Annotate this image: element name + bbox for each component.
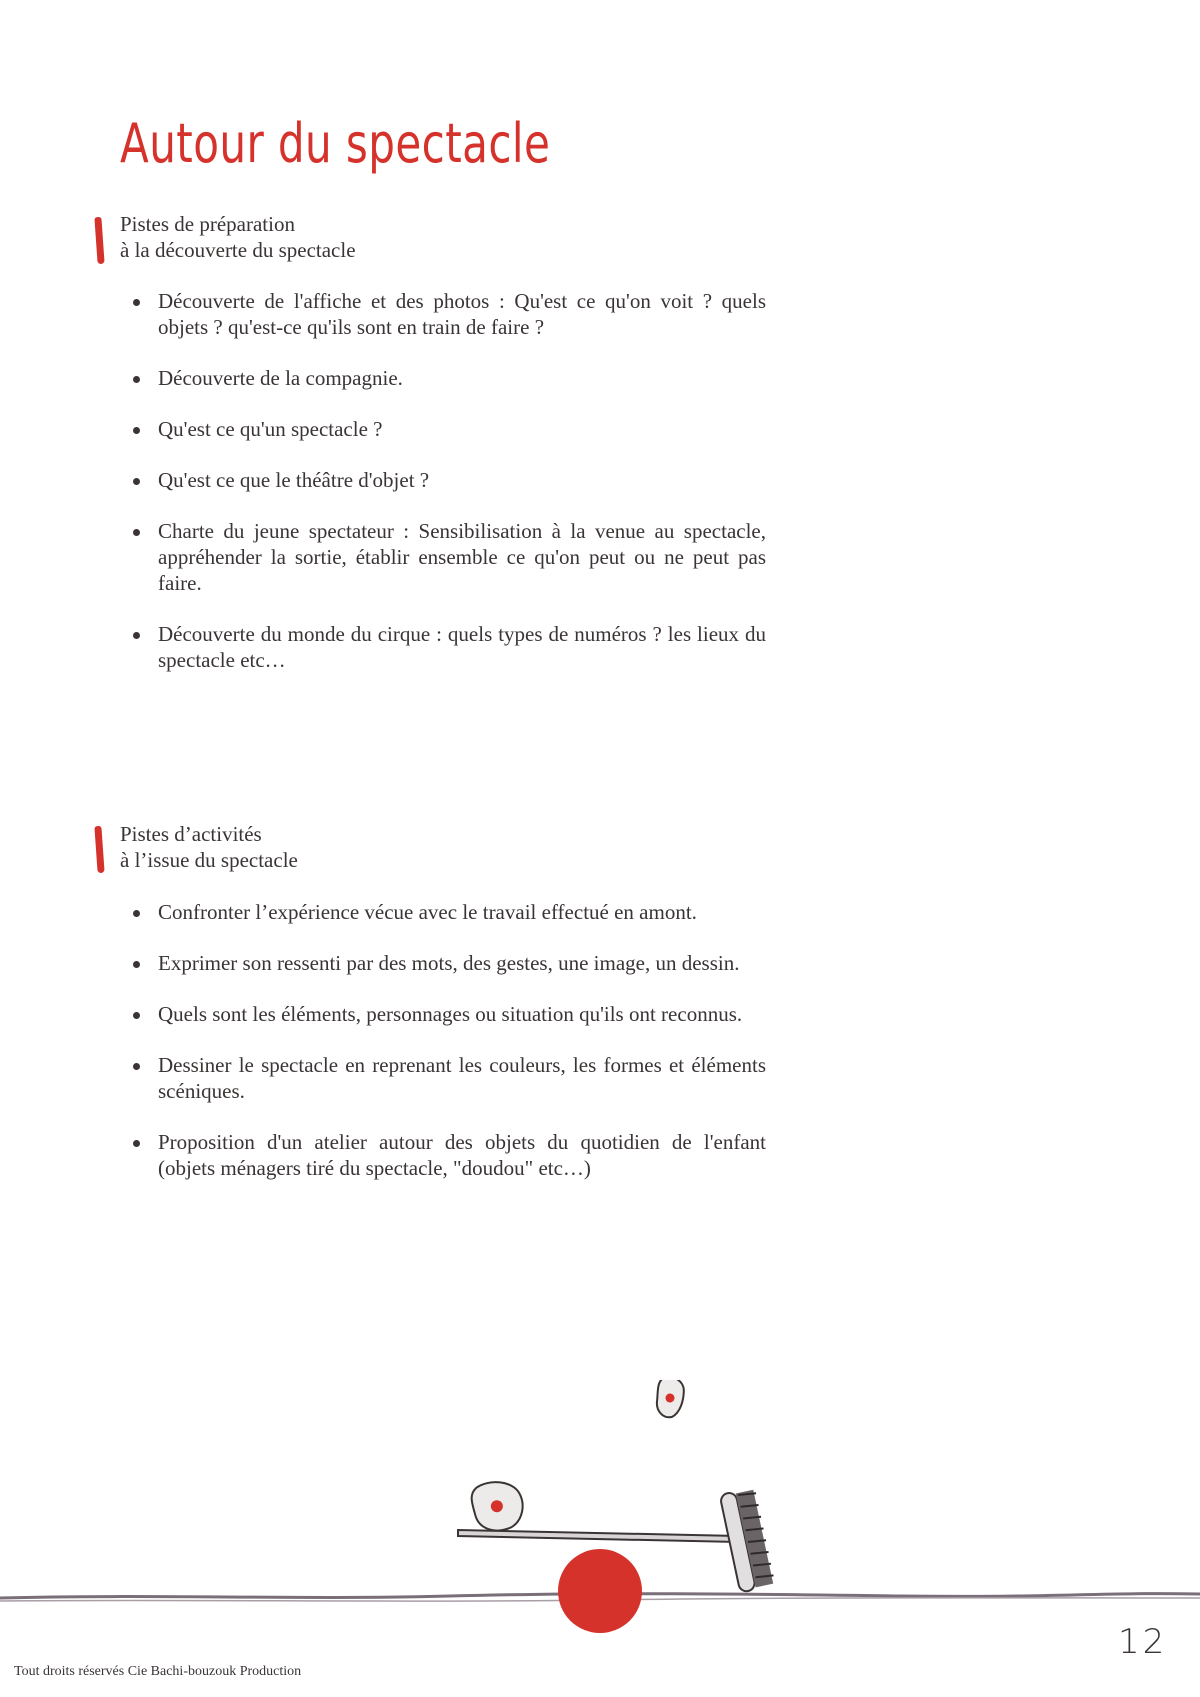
- list-item: [130, 621, 766, 673]
- bullet-icon: [133, 478, 140, 485]
- list-item: [130, 899, 766, 925]
- bullet-icon: [133, 427, 140, 434]
- bullet-icon: [133, 376, 140, 383]
- sponge-icon: [471, 1480, 525, 1532]
- list-item-text: Dessiner le spectacle en reprenant les couleurs, les formes et éléments scéniques.: [158, 1053, 766, 1103]
- bullet-icon: [133, 910, 140, 917]
- seesaw-plank: [458, 1530, 738, 1542]
- bullet-icon: [133, 1063, 140, 1070]
- list-item-text: Exprimer son ressenti par des mots, des gestes, une image, un dessin.: [158, 951, 740, 975]
- section-heading-line: à l’issue du spectacle: [120, 848, 298, 872]
- list-item: [130, 1129, 766, 1181]
- page-number: 12: [1118, 1622, 1168, 1662]
- list-item: [130, 1001, 766, 1027]
- list-item: [130, 518, 766, 596]
- section-heading-line: Pistes de préparation: [120, 212, 295, 236]
- list-item-text: Confronter l’expérience vécue avec le travail effectué en amont.: [158, 900, 697, 924]
- bullet-icon: [133, 632, 140, 639]
- list-item: [130, 467, 766, 493]
- activities-list: [130, 899, 766, 1206]
- list-item-text: Proposition d'un atelier autour des objets du quotidien de l'enfant (objets ménagers tiré du spectacle, "doudou" etc…): [158, 1130, 766, 1180]
- section-marker: [94, 217, 104, 264]
- section-heading-activities: [120, 821, 298, 873]
- list-item-text: Charte du jeune spectateur : Sensibilisation à la venue au spectacle, appréhender la sortie, établir ensemble ce qu'on peut ou ne peut pas faire.: [158, 519, 766, 595]
- section-marker: [94, 826, 104, 873]
- bullet-icon: [133, 961, 140, 968]
- section-heading-preparation: [120, 211, 356, 263]
- list-item-text: Découverte de la compagnie.: [158, 366, 403, 390]
- preparation-list: [130, 288, 766, 698]
- list-item: [130, 365, 766, 391]
- list-item: [130, 1052, 766, 1104]
- list-item-text: Qu'est ce qu'un spectacle ?: [158, 417, 383, 441]
- bullet-icon: [133, 529, 140, 536]
- list-item-text: Qu'est ce que le théâtre d'objet ?: [158, 468, 430, 492]
- page-title: Autour du spectacle: [120, 112, 551, 175]
- section-heading-line: à la découverte du spectacle: [120, 238, 356, 262]
- list-item: [130, 288, 766, 340]
- bullet-icon: [133, 299, 140, 306]
- list-item: [130, 416, 766, 442]
- list-item: [130, 950, 766, 976]
- seesaw-illustration: [0, 1380, 1200, 1640]
- list-item-text: Quels sont les éléments, personnages ou situation qu'ils ont reconnus.: [158, 1002, 743, 1026]
- bullet-icon: [133, 1012, 140, 1019]
- bullet-icon: [133, 1140, 140, 1147]
- footer-credit: Tout droits réservés Cie Bachi-bouzouk Production: [14, 1664, 302, 1679]
- list-item-text: Découverte de l'affiche et des photos : Qu'est ce qu'on voit ? quels objets ? qu'est-ce qu'ils sont en train de faire ?: [158, 289, 766, 339]
- red-ball: [558, 1549, 642, 1633]
- list-item-text: Découverte du monde du cirque : quels types de numéros ? les lieux du spectacle etc…: [158, 622, 766, 672]
- flying-sponge-icon: [652, 1380, 686, 1420]
- section-heading-line: Pistes d’activités: [120, 822, 262, 846]
